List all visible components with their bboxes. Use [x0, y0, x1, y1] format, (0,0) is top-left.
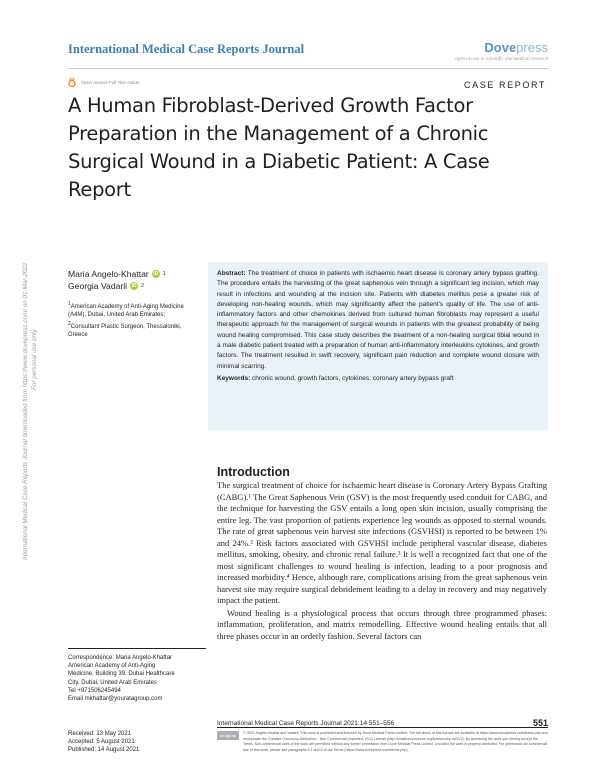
watermark-line-1: International Medical Case Reports Journal downloaded from https://www.dovepress.com/ on 01-Mar-2022 [22, 262, 29, 560]
correspondence-divider [68, 648, 206, 649]
license-block [217, 731, 548, 753]
orcid-icon[interactable]: iD [131, 283, 137, 289]
footer-divider [217, 727, 548, 728]
author-item: Maria Angelo-Khattar iD 1 [68, 269, 166, 279]
open-access-icon [68, 78, 76, 87]
license-text: © 2021 Angelo-Khattar and Vadarli. This work is published and licensed by Dove Medical Press Limited. The full terms of this license are available at https://www.dovepress.com/terms.php and incorporate the Creative Commons Attribution – Non Commercial (unported, v3.0) License (http://creativecommons.org/licenses/by-nc/3.0/). By accessing the work you hereby accept the Terms. Non-commercial uses of the work are permitted without any further permission from Dove Medical Press Limited, provided the work is properly attributed. For permission for commercial use of this work, please see paragraphs 4.2 and 5 of our Terms (https://www.dovepress.com/terms.php). [243, 731, 548, 752]
creative-commons-icon[interactable]: cc by nc [217, 731, 239, 740]
introduction-body [217, 480, 547, 642]
publication-dates: Received: 13 May 2021 Accepted: 5 August 2021 Published: 14 August 2021 [68, 731, 140, 753]
footer-journal-citation[interactable]: International Medical Case Reports Journal 2021:14 551–556 [217, 720, 395, 727]
keywords: Keywords: chronic wound, growth factors, cytokines, coronary artery bypass graft [217, 374, 454, 382]
paragraph: Wound healing is a physiological process that occurs through three programmed phases: inflammation, proliferation, and matrix remodelling. Effective wound healing entails that all three phases occur in an orderly fashion. Several factors can [217, 607, 547, 641]
affiliations: $^1$American Academy of Anti-Aging Medicine (A4M), Dubai, United Arab Emirates; $^2$Consultant Plastic Surgeon, Thessaloniki, Greece [68, 301, 184, 339]
header-divider [68, 68, 548, 69]
article-type: CASE REPORT [464, 80, 546, 90]
author-list [68, 268, 166, 292]
download-watermark [22, 150, 52, 560]
publisher-tagline: open access to scientific and medical research [455, 57, 548, 62]
page-number: 551 [532, 718, 548, 728]
article-title: A Human Fibroblast-Derived Growth Factor Preparation in the Management of a Chronic Surgical Wound in a Diabetic Patient: A Case Report [68, 94, 490, 201]
correspondence-block: Correspondence: Maria Angelo-Khattar American Academy of Anti-Aging Medicine, Building 39, Dubai Healthcare City, Dubai, United Arab Emirates Tel +971506245494 Email mkhattar@youratagroup.com [68, 654, 208, 703]
author-item: Georgia Vadarli iD 2 [68, 281, 144, 291]
watermark-line-2: For personal use only. [31, 328, 38, 390]
paragraph: The surgical treatment of choice for ischaemic heart disease is Coronary Artery Bypass Grafting (CABG).¹ The Great Saphenous Vein (GSV) is the most frequently used conduit for CABG, and the technique for harvesting the GSV entails a long open skin incision, usually comprising the entire leg. The vast proportion of patients experience leg wounds as opposed to sternal wounds. The rate of great saphenous vein harvest site infections (GSVHSI) is reported to be between 1% and 24%.² Risk factors associated with GSVHSI include peripheral vascular disease, diabetes mellitus, smoking, obesity, and chronic renal failure.³ It is well a recognized fact that one of the most significant challenges to wound healing is infection, leading to a poor prognosis and increased morbidity.⁴ Hence, although rare, complications arising from the great saphenous vein harvest site may require surgical debridement leading to a delay in recovery and may negatively impact the patient. [217, 480, 547, 605]
publisher-logo[interactable] [455, 40, 548, 62]
journal-name[interactable]: International Medical Case Reports Journal [68, 42, 305, 56]
abstract-box [208, 262, 548, 430]
section-heading-introduction: Introduction [217, 465, 290, 479]
abstract-text: Abstract: The treatment of choice in patients with ischaemic heart disease is coronary artery bypass grafting. The procedure entails the harvesting of the great saphenous vein through a significant leg incision, which may result in infections and wounding at the incision site. Patients with diabetes mellitus pose a greater risk of developing non-healing wounds, which may significantly affect the patient's quality of life. The use of anti-inflammatory factors and other chemokines derived from cultured human fibroblasts may represent a useful therapeutic approach for the management of surgical wounds in patients with the greatest probability of being wound healing compromised. This case study describes the treatment of a non-healing surgical tibial wound in a male diabetic patient treated with a preparation of human anti-inflammatory interleukins cytokines, and growth factors. The treatment resulted in swift recovery, significant pain reduction and complete wound closure with minimal scarring. [217, 270, 539, 370]
publisher-name: Dovepress [484, 40, 548, 55]
orcid-icon[interactable]: iD [153, 271, 159, 277]
open-access-label: Open Access Full Text Article [81, 80, 140, 85]
open-access-badge [68, 78, 139, 87]
correspondence-email[interactable]: Email mkhattar@youratagroup.com [68, 696, 163, 703]
